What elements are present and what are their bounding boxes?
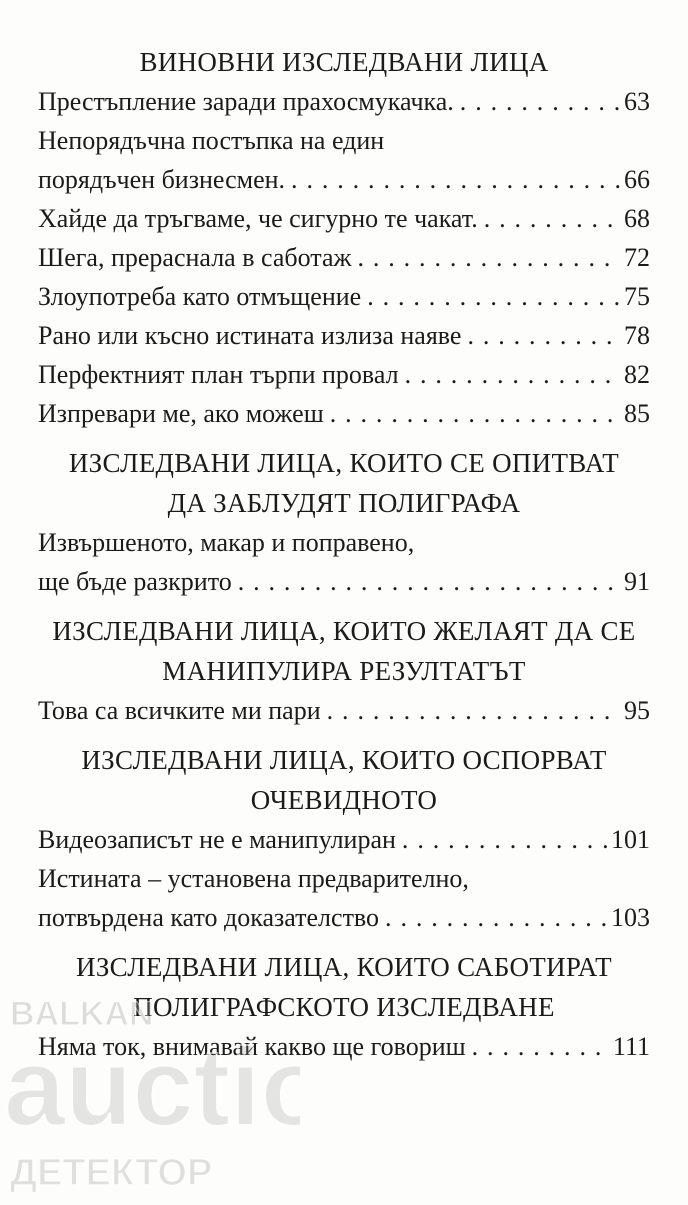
section-title-line: ВИНОВНИ ИЗСЛЕДВАНИ ЛИЦА xyxy=(139,47,549,77)
entry-title: Престъпление заради прахосмукачка. xyxy=(38,87,454,116)
dot-leader xyxy=(402,820,607,859)
section-title-line: ИЗСЛЕДВАНИ ЛИЦА, КОИТО ОСПОРВАТ xyxy=(81,745,607,775)
entry-title: порядъчен бизнесмен. xyxy=(38,165,286,194)
entry-final-line xyxy=(38,82,650,121)
toc-entry[interactable] xyxy=(38,523,650,601)
toc-entry[interactable] xyxy=(38,691,650,730)
entry-title: Това са всичките ми пари xyxy=(38,696,321,725)
section-title xyxy=(38,740,650,820)
entry-title-line: Непорядъчна постъпка на един xyxy=(38,126,385,155)
section-title-line: ОЧЕВИДНОТО xyxy=(250,785,438,815)
entry-title-line: Истината – установена предварително, xyxy=(38,864,469,893)
toc-entry[interactable] xyxy=(38,316,650,355)
entry-title: Видеозаписът не е манипулиран xyxy=(38,825,396,854)
dot-leader xyxy=(327,691,620,730)
dot-leader xyxy=(472,1027,609,1066)
page-number: 101 xyxy=(611,825,650,854)
watermark-line3: ДЕТЕКТОР xyxy=(10,1152,213,1194)
entry-final-line xyxy=(38,160,650,199)
dot-leader xyxy=(385,898,607,937)
toc-entry[interactable] xyxy=(38,820,650,859)
section-title-line: ИЗСЛЕДВАНИ ЛИЦА, КОИТО САБОТИРАТ xyxy=(76,952,612,982)
entry-final-line xyxy=(38,691,650,730)
entry-title: Изпревари ме, ако можеш xyxy=(38,399,324,428)
entry-title: ще бъде разкрито xyxy=(38,567,232,596)
section-title-line: МАНИПУЛИРА РЕЗУЛТАТЪТ xyxy=(162,656,526,686)
dot-leader xyxy=(484,199,620,238)
toc-section xyxy=(38,42,650,433)
toc-section xyxy=(38,611,650,730)
section-title-line: ИЗСЛЕДВАНИ ЛИЦА, КОИТО СЕ ОПИТВАТ xyxy=(68,448,620,478)
entry-final-line xyxy=(38,820,650,859)
page-number: 103 xyxy=(611,903,650,932)
section-title xyxy=(38,443,650,523)
section-title-line: ПОЛИГРАФСКОТО ИЗСЛЕДВАНЕ xyxy=(133,992,555,1022)
page-number: 66 xyxy=(624,165,650,194)
toc-section xyxy=(38,740,650,937)
entry-final-line xyxy=(38,316,650,355)
dot-leader xyxy=(330,394,620,433)
entry-final-line xyxy=(38,199,650,238)
entry-final-line xyxy=(38,394,650,433)
page-number: 91 xyxy=(624,567,650,596)
section-title-line: ИЗСЛЕДВАНИ ЛИЦА, КОИТО ЖЕЛАЯТ ДА СЕ xyxy=(52,616,636,646)
entry-final-line xyxy=(38,238,650,277)
entry-title: Злоупотреба като отмъщение xyxy=(38,282,362,311)
dot-leader xyxy=(291,160,620,199)
page-number: 95 xyxy=(624,696,650,725)
toc-entry[interactable] xyxy=(38,394,650,433)
dot-leader xyxy=(467,316,620,355)
entry-final-line xyxy=(38,562,650,601)
section-title xyxy=(38,947,650,1027)
entry-final-line xyxy=(38,277,650,316)
section-title-line: ДА ЗАБЛУДЯТ ПОЛИГРАФА xyxy=(167,488,521,518)
section-title xyxy=(38,611,650,691)
toc-section xyxy=(38,443,650,601)
page-number: 72 xyxy=(624,243,650,272)
page-number: 85 xyxy=(624,399,650,428)
toc-entry[interactable] xyxy=(38,859,650,937)
watermark-line2: auctio xyxy=(4,1026,300,1149)
entry-final-line xyxy=(38,1027,650,1066)
toc-entry[interactable] xyxy=(38,355,650,394)
entry-title-line: Извършеното, макар и поправено, xyxy=(38,528,415,557)
entry-title: Хайде да тръгваме, че сигурно те чакат. xyxy=(38,204,478,233)
page-number: 63 xyxy=(624,87,650,116)
toc-section xyxy=(38,947,650,1066)
toc-entry[interactable] xyxy=(38,121,650,199)
dot-leader xyxy=(405,355,620,394)
page-number: 111 xyxy=(612,1032,650,1061)
entry-title: Рано или късно истината излиза наяве xyxy=(38,321,462,350)
page-number: 75 xyxy=(624,282,650,311)
section-title xyxy=(38,42,650,82)
toc-entry[interactable] xyxy=(38,199,650,238)
dot-leader xyxy=(460,82,620,121)
toc-entry[interactable] xyxy=(38,238,650,277)
page-number: 68 xyxy=(624,204,650,233)
dot-leader xyxy=(357,238,620,277)
dot-leader xyxy=(367,277,620,316)
table-of-contents xyxy=(38,42,650,1076)
entry-final-line xyxy=(38,898,650,937)
toc-entry[interactable] xyxy=(38,1027,650,1066)
entry-final-line xyxy=(38,355,650,394)
dot-leader xyxy=(238,562,620,601)
entry-title: Шега, прераснала в саботаж xyxy=(38,243,352,272)
watermark-line1: BALKAN xyxy=(10,995,154,1033)
page-number: 78 xyxy=(624,321,650,350)
entry-title: потвърдена като доказателство xyxy=(38,903,380,932)
toc-entry[interactable] xyxy=(38,82,650,121)
page-number: 82 xyxy=(624,360,650,389)
entry-title: Няма ток, внимавай какво ще говориш xyxy=(38,1032,466,1061)
entry-title: Перфектният план търпи провал xyxy=(38,360,399,389)
toc-entry[interactable] xyxy=(38,277,650,316)
